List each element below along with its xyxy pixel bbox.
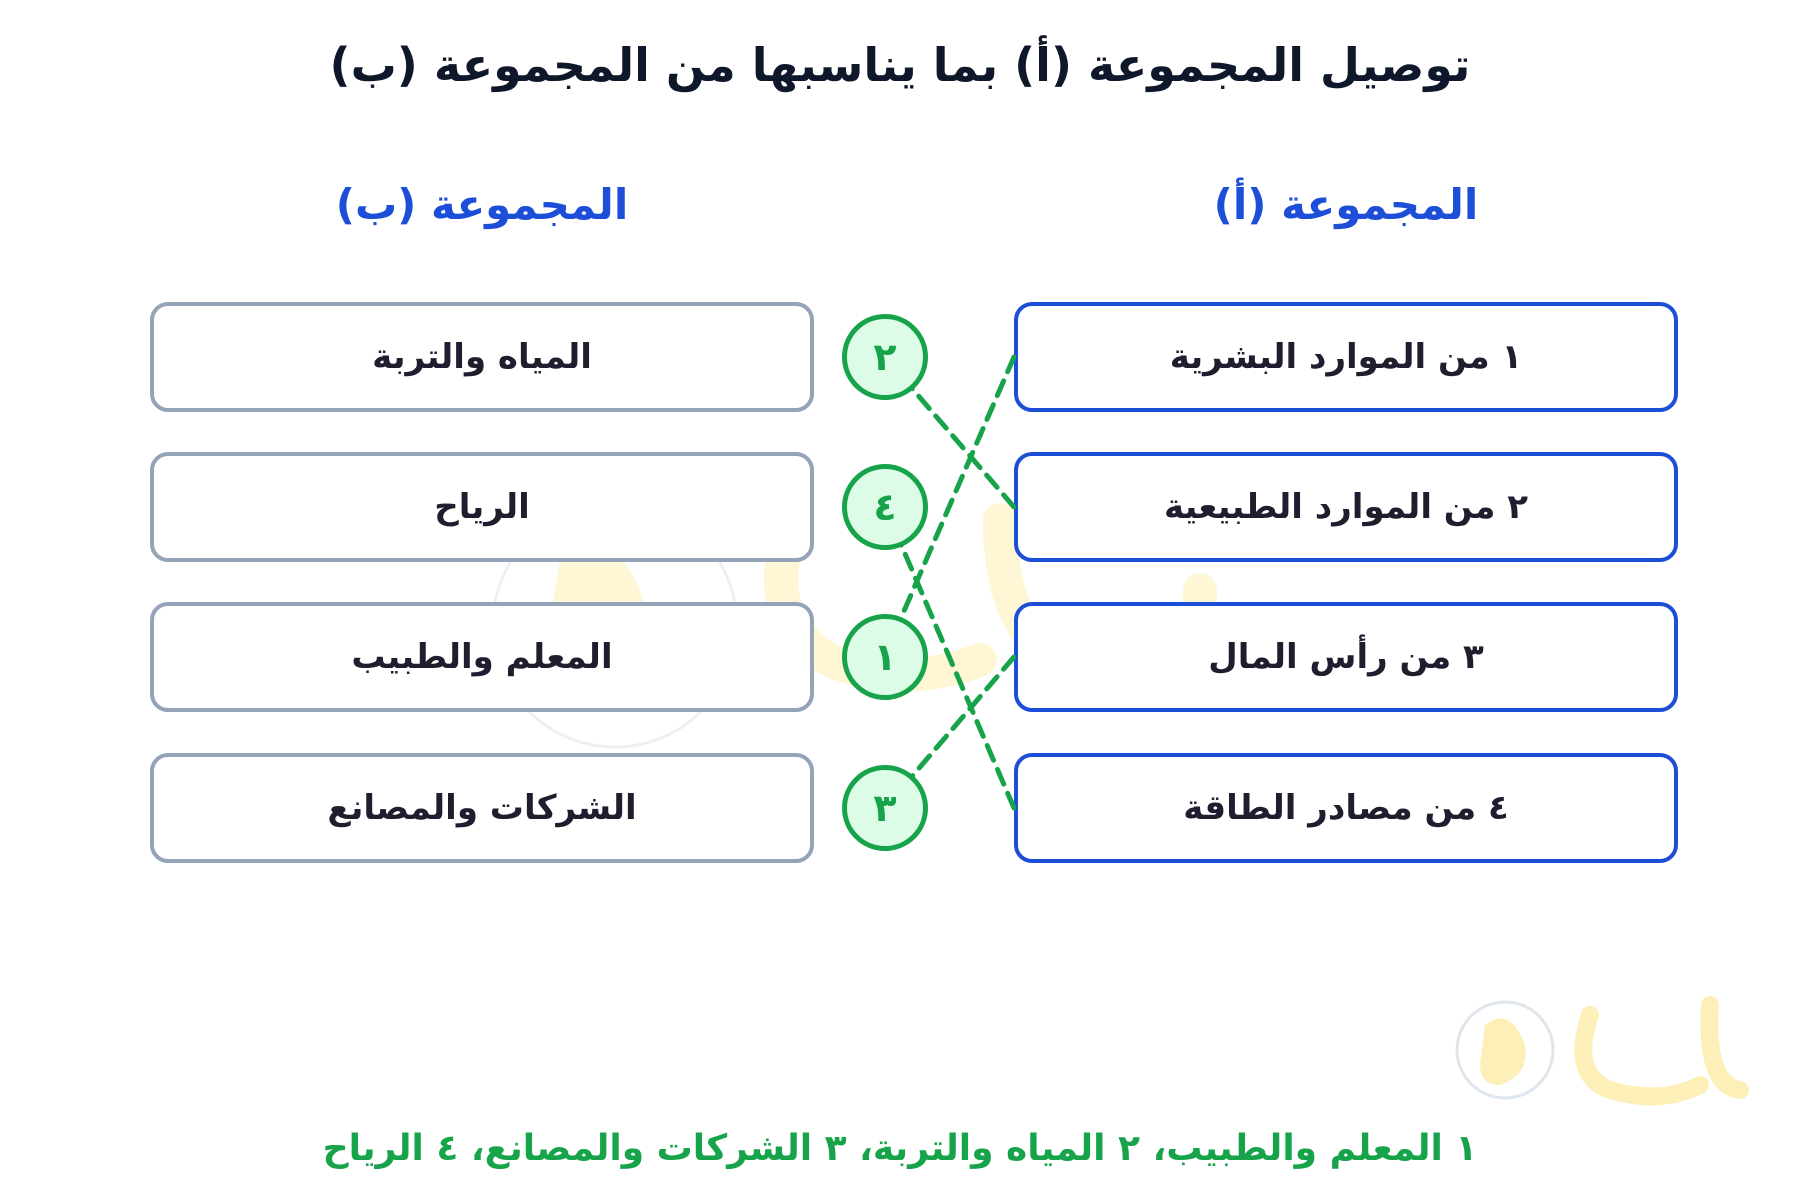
group-a-header: المجموعة (أ) bbox=[1213, 180, 1479, 229]
match-number-4[interactable]: ٣ bbox=[842, 765, 928, 851]
corner-logo bbox=[1450, 975, 1770, 1115]
group-a-item-2[interactable]: ٢ من الموارد الطبيعية bbox=[1014, 452, 1678, 562]
match-number-2[interactable]: ٤ bbox=[842, 464, 928, 550]
group-b-item-2[interactable]: الرياح bbox=[150, 452, 814, 562]
answer-text: ١ المعلم والطبيب، ٢ المياه والتربة، ٣ الشركات والمصانع، ٤ الرياح bbox=[322, 1128, 1478, 1169]
group-a-item-3[interactable]: ٣ من رأس المال bbox=[1014, 602, 1678, 712]
page-title: توصيل المجموعة (أ) بما يناسبها من المجموعة (ب) bbox=[329, 38, 1471, 92]
match-number-1[interactable]: ٢ bbox=[842, 314, 928, 400]
group-b-item-1[interactable]: المياه والتربة bbox=[150, 302, 814, 412]
group-b-item-4[interactable]: الشركات والمصانع bbox=[150, 753, 814, 863]
group-a-item-1[interactable]: ١ من الموارد البشرية bbox=[1014, 302, 1678, 412]
group-b-item-3[interactable]: المعلم والطبيب bbox=[150, 602, 814, 712]
match-number-3[interactable]: ١ bbox=[842, 614, 928, 700]
group-b-header: المجموعة (ب) bbox=[335, 180, 629, 229]
group-a-item-4[interactable]: ٤ من مصادر الطاقة bbox=[1014, 753, 1678, 863]
